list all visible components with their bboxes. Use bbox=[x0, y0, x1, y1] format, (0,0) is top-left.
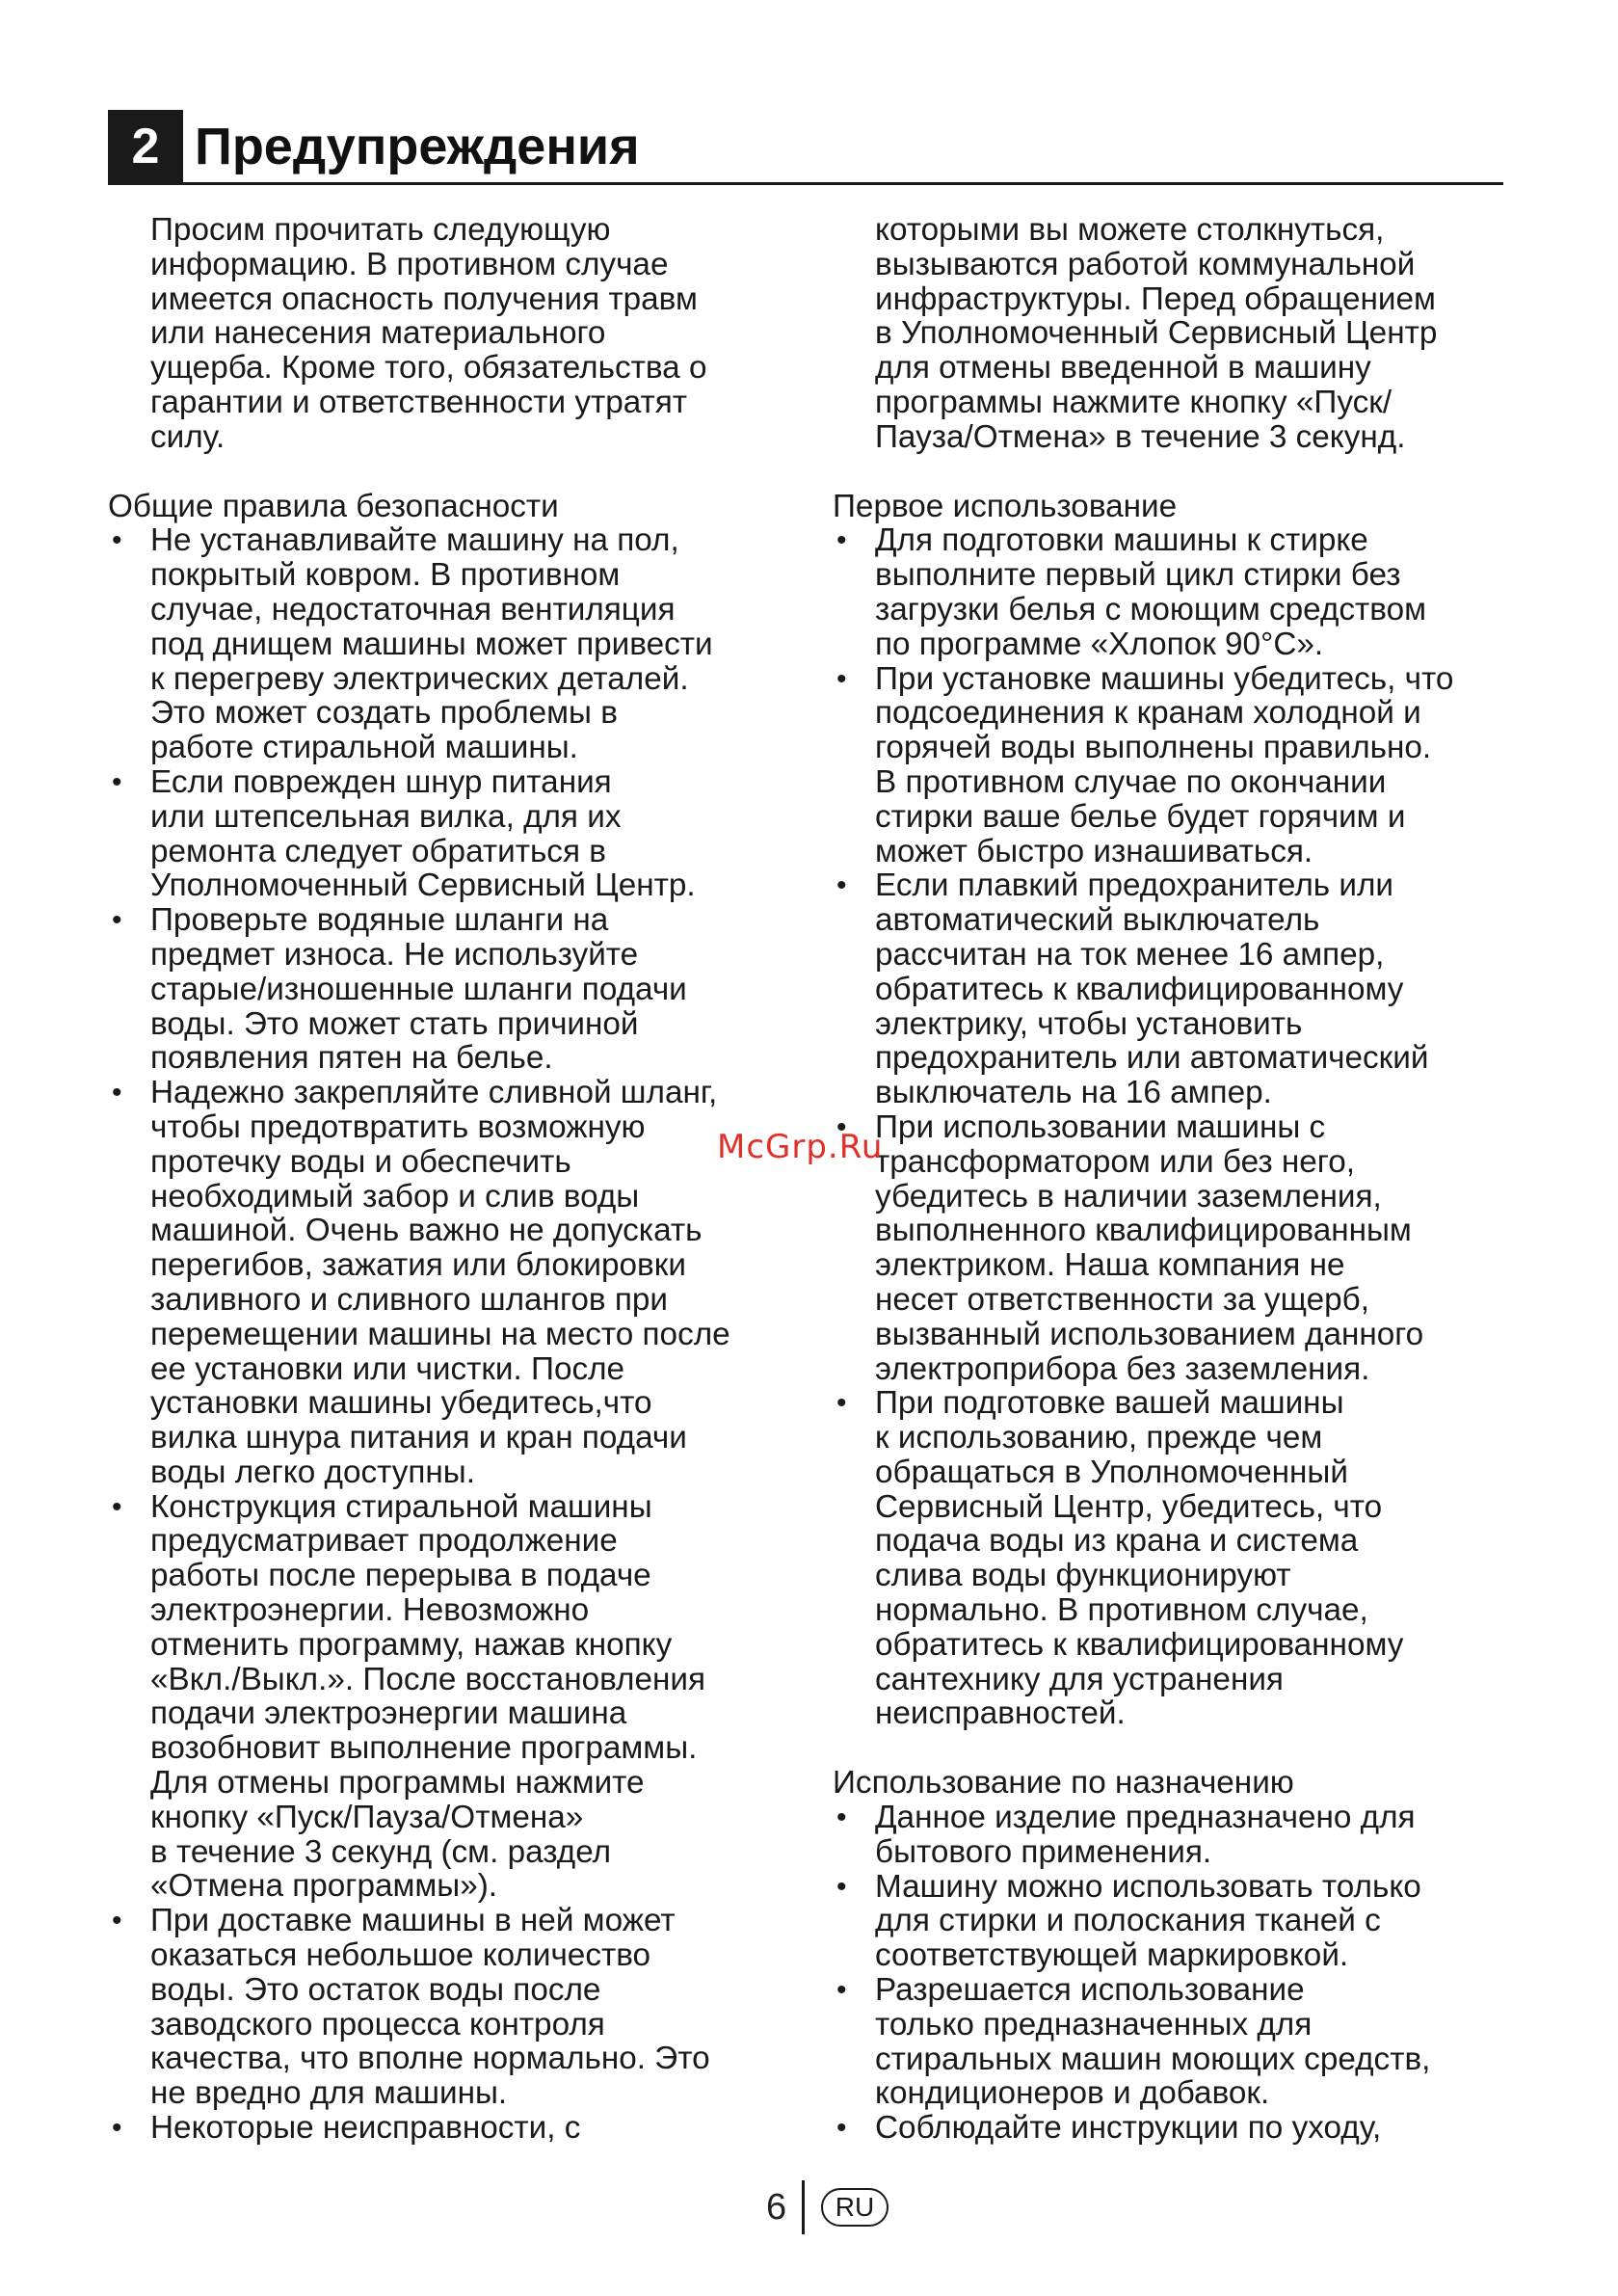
list-item-line: отменить программу, нажав кнопку bbox=[150, 1626, 673, 1663]
list-item-line: • Не устанавливайте машину на пол, bbox=[150, 522, 679, 559]
list-item-line: или штепсельная вилка, для их bbox=[150, 798, 622, 835]
list-item-line: воды. Это может стать причиной bbox=[150, 1005, 639, 1042]
list-item-line: для стирки и полоскания тканей с bbox=[875, 1903, 1381, 1939]
text-line: которыми вы можете столкнуться, bbox=[875, 212, 1385, 248]
text-line: для отмены введенной в машину bbox=[875, 350, 1371, 387]
text-line: Просим прочитать следующую bbox=[150, 212, 611, 248]
list-item-line: обращаться в Уполномоченный bbox=[875, 1454, 1348, 1490]
list-item-line: появления пятен на белье. bbox=[150, 1040, 553, 1077]
first-use-heading: Первое использование bbox=[833, 488, 1178, 524]
list-item-line: перемещении машины на место после bbox=[150, 1316, 730, 1352]
list-item-line: только предназначенных для bbox=[875, 2006, 1313, 2042]
list-item-line: ее установки или чистки. После bbox=[150, 1350, 625, 1387]
continuation-paragraph bbox=[833, 213, 1507, 455]
text-line: силу. bbox=[150, 418, 225, 455]
list-item-line: кнопку «Пуск/Пауза/Отмена» bbox=[150, 1799, 584, 1835]
list-item bbox=[108, 1904, 782, 2111]
list-item-line: к перегреву электрических деталей. bbox=[150, 660, 689, 697]
list-item-line: обратитесь к квалифицированному bbox=[875, 971, 1404, 1007]
watermark: McGrp.Ru bbox=[717, 1128, 884, 1166]
list-item-line: стиральных машин моющих средств, bbox=[875, 2041, 1431, 2077]
list-item bbox=[833, 1386, 1507, 1731]
list-item-line: не вредно для машины. bbox=[150, 2075, 508, 2112]
list-item-line: машиной. Очень важно не допускать bbox=[150, 1213, 703, 1249]
list-item-line: Сервисный Центр, убедитесь, что bbox=[875, 1488, 1383, 1525]
list-item bbox=[833, 1870, 1507, 1973]
list-item-line: может быстро изнашиваться. bbox=[875, 833, 1313, 869]
section-header bbox=[108, 110, 1503, 183]
list-item bbox=[833, 868, 1507, 1110]
list-item-line: горячей воды выполнены правильно. bbox=[875, 730, 1432, 766]
list-item-line: заливного и сливного шлангов при bbox=[150, 1281, 668, 1318]
list-item bbox=[108, 2111, 782, 2146]
list-item-line: рассчитан на ток менее 16 ампер, bbox=[875, 936, 1385, 973]
list-item-line: под днищем машины может привести bbox=[150, 626, 713, 662]
list-item-line: • Машину можно использовать только bbox=[875, 1868, 1421, 1905]
list-item-line: автоматический выключатель bbox=[875, 902, 1320, 939]
list-item-line: неисправностей. bbox=[875, 1695, 1126, 1732]
general-safety-heading: Общие правила безопасности bbox=[108, 488, 559, 524]
list-item-line: предохранитель или автоматический bbox=[875, 1040, 1429, 1077]
list-item-line: • При использовании машины с bbox=[875, 1108, 1326, 1145]
list-item-line: слива воды функционируют bbox=[875, 1558, 1291, 1594]
list-item-line: электриком. Наша компания не bbox=[875, 1247, 1345, 1284]
list-item-line: выполненного квалифицированным bbox=[875, 1213, 1412, 1249]
list-item-line: предусматривает продолжение bbox=[150, 1523, 618, 1560]
text-line: или нанесения материального bbox=[150, 315, 606, 352]
list-item-line: Это может создать проблемы в bbox=[150, 695, 618, 732]
intended-use-heading: Использование по назначению bbox=[833, 1765, 1294, 1802]
list-item-line: • Некоторые неисправности, с bbox=[150, 2110, 581, 2147]
intended-use-list bbox=[833, 1801, 1507, 2146]
list-item-line: случае, недостаточная вентиляция bbox=[150, 591, 676, 627]
section-title: Предупреждения bbox=[195, 118, 640, 175]
list-item-line: в течение 3 секунд (см. раздел bbox=[150, 1833, 612, 1870]
list-item-line: трансформатором или без него, bbox=[875, 1143, 1355, 1180]
page-footer bbox=[0, 2180, 1618, 2238]
first-use-list bbox=[833, 523, 1507, 1731]
list-item-line: • Надежно закрепляйте сливной шланг, bbox=[150, 1075, 718, 1111]
list-item-line: по программе «Хлопок 90°С». bbox=[875, 626, 1324, 662]
list-item-line: подача воды из крана и система bbox=[875, 1523, 1359, 1560]
list-item-line: необходимый забор и слив воды bbox=[150, 1178, 640, 1215]
list-item-line: • Если плавкий предохранитель или bbox=[875, 868, 1393, 904]
list-item-line: воды легко доступны. bbox=[150, 1454, 475, 1490]
list-item-line: • При установке машины убедитесь, что bbox=[875, 660, 1454, 697]
list-item-line: вилка шнура питания и кран подачи bbox=[150, 1420, 687, 1456]
text-line: ущерба. Кроме того, обязательства о bbox=[150, 350, 707, 387]
list-item-line: сантехнику для устранения bbox=[875, 1661, 1284, 1697]
language-badge: RU bbox=[821, 2188, 889, 2227]
list-item-line: выключатель на 16 ампер. bbox=[875, 1075, 1272, 1111]
list-item bbox=[108, 903, 782, 1076]
list-item-line: установки машины убедитесь,что bbox=[150, 1385, 652, 1422]
list-item-line: убедитесь в наличии заземления, bbox=[875, 1178, 1382, 1215]
list-item-line: загрузки белья с моющим средством bbox=[875, 591, 1426, 627]
text-line: в Уполномоченный Сервисный Центр bbox=[875, 315, 1438, 352]
list-item-line: чтобы предотвратить возможную bbox=[150, 1108, 646, 1145]
list-item-line: предмет износа. Не используйте bbox=[150, 936, 639, 973]
intro-paragraph bbox=[108, 213, 782, 455]
list-item bbox=[833, 1110, 1507, 1386]
list-item-line: соответствующей маркировкой. bbox=[875, 1937, 1349, 1974]
list-item bbox=[108, 1076, 782, 1490]
left-column bbox=[108, 213, 782, 2146]
list-item-line: бытового применения. bbox=[875, 1833, 1212, 1870]
list-item-line: покрытый ковром. В противном bbox=[150, 557, 621, 594]
section-number-badge: 2 bbox=[108, 110, 183, 183]
list-item-line: кондиционеров и добавок. bbox=[875, 2075, 1270, 2112]
list-item-line: • Проверьте водяные шланги на bbox=[150, 902, 609, 939]
list-item-line: перегибов, зажатия или блокировки bbox=[150, 1247, 686, 1284]
list-item bbox=[108, 523, 782, 765]
text-line: гарантии и ответственности утратят bbox=[150, 384, 688, 420]
list-item-line: • При доставке машины в ней может bbox=[150, 1903, 676, 1939]
list-item-line: электроприбора без заземления. bbox=[875, 1350, 1370, 1387]
list-item bbox=[833, 1973, 1507, 2111]
list-item-line: подачи электроэнергии машина bbox=[150, 1695, 627, 1732]
list-item-line: • Данное изделие предназначено для bbox=[875, 1800, 1416, 1836]
list-item-line: протечку воды и обеспечить bbox=[150, 1143, 571, 1180]
list-item-line: несет ответственности за ущерб, bbox=[875, 1281, 1369, 1318]
list-item-line: «Отмена программы»). bbox=[150, 1868, 498, 1905]
text-line: имеется опасность получения травм bbox=[150, 280, 698, 317]
list-item-line: воды. Это остаток воды после bbox=[150, 1971, 601, 2008]
text-line: вызываются работой коммунальной bbox=[875, 246, 1416, 282]
list-item bbox=[108, 1490, 782, 1905]
list-item-line: • Конструкция стиральной машины bbox=[150, 1488, 652, 1525]
list-item-line: старые/изношенные шланги подачи bbox=[150, 971, 687, 1007]
list-item-line: обратитесь к квалифицированному bbox=[875, 1626, 1404, 1663]
list-item-line: выполните первый цикл стирки без bbox=[875, 557, 1401, 594]
text-line: информацию. В противном случае bbox=[150, 246, 669, 282]
header-rule bbox=[108, 182, 1503, 185]
text-line: Пауза/Отмена» в течение 3 секунд. bbox=[875, 418, 1406, 455]
list-item-line: • При подготовке вашей машины bbox=[875, 1385, 1344, 1422]
list-item-line: электрику, чтобы установить bbox=[875, 1005, 1303, 1042]
list-item-line: Для отмены программы нажмите bbox=[150, 1765, 645, 1802]
list-item-line: ремонта следует обратиться в bbox=[150, 833, 606, 869]
list-item-line: • Если поврежден шнур питания bbox=[150, 763, 612, 800]
footer-divider bbox=[802, 2180, 805, 2234]
list-item-line: • Разрешается использование bbox=[875, 1972, 1305, 2009]
list-item-line: подсоединения к кранам холодной и bbox=[875, 695, 1421, 732]
list-item-line: вызванный использованием данного bbox=[875, 1316, 1424, 1352]
page-number: 6 bbox=[766, 2187, 787, 2228]
list-item-line: стирки ваше белье будет горячим и bbox=[875, 798, 1406, 835]
list-item-line: оказаться небольшое количество bbox=[150, 1937, 651, 1974]
list-item-line: заводского процесса контроля bbox=[150, 2006, 605, 2042]
text-line: инфраструктуры. Перед обращением bbox=[875, 280, 1436, 317]
list-item bbox=[108, 765, 782, 903]
list-item-line: Уполномоченный Сервисный Центр. bbox=[150, 868, 696, 904]
list-item-line: возобновит выполнение программы. bbox=[150, 1730, 698, 1767]
list-item-line: работы после перерыва в подаче bbox=[150, 1558, 651, 1594]
list-item-line: работе стиральной машины. bbox=[150, 730, 578, 766]
list-item-line: • Для подготовки машины к стирке bbox=[875, 522, 1368, 559]
general-safety-list bbox=[108, 523, 782, 2145]
right-column bbox=[833, 213, 1507, 2146]
list-item bbox=[833, 2111, 1507, 2146]
list-item-line: электроэнергии. Невозможно bbox=[150, 1592, 590, 1629]
text-line: программы нажмите кнопку «Пуск/ bbox=[875, 384, 1393, 420]
list-item-line: качества, что вполне нормально. Это bbox=[150, 2041, 710, 2077]
list-item bbox=[833, 1801, 1507, 1870]
list-item-line: • Соблюдайте инструкции по уходу, bbox=[875, 2110, 1382, 2147]
list-item bbox=[833, 662, 1507, 869]
list-item-line: «Вкл./Выкл.». После восстановления bbox=[150, 1661, 705, 1697]
list-item-line: В противном случае по окончании bbox=[875, 763, 1387, 800]
list-item-line: к использованию, прежде чем bbox=[875, 1420, 1323, 1456]
list-item-line: нормально. В противном случае, bbox=[875, 1592, 1368, 1629]
list-item bbox=[833, 523, 1507, 661]
